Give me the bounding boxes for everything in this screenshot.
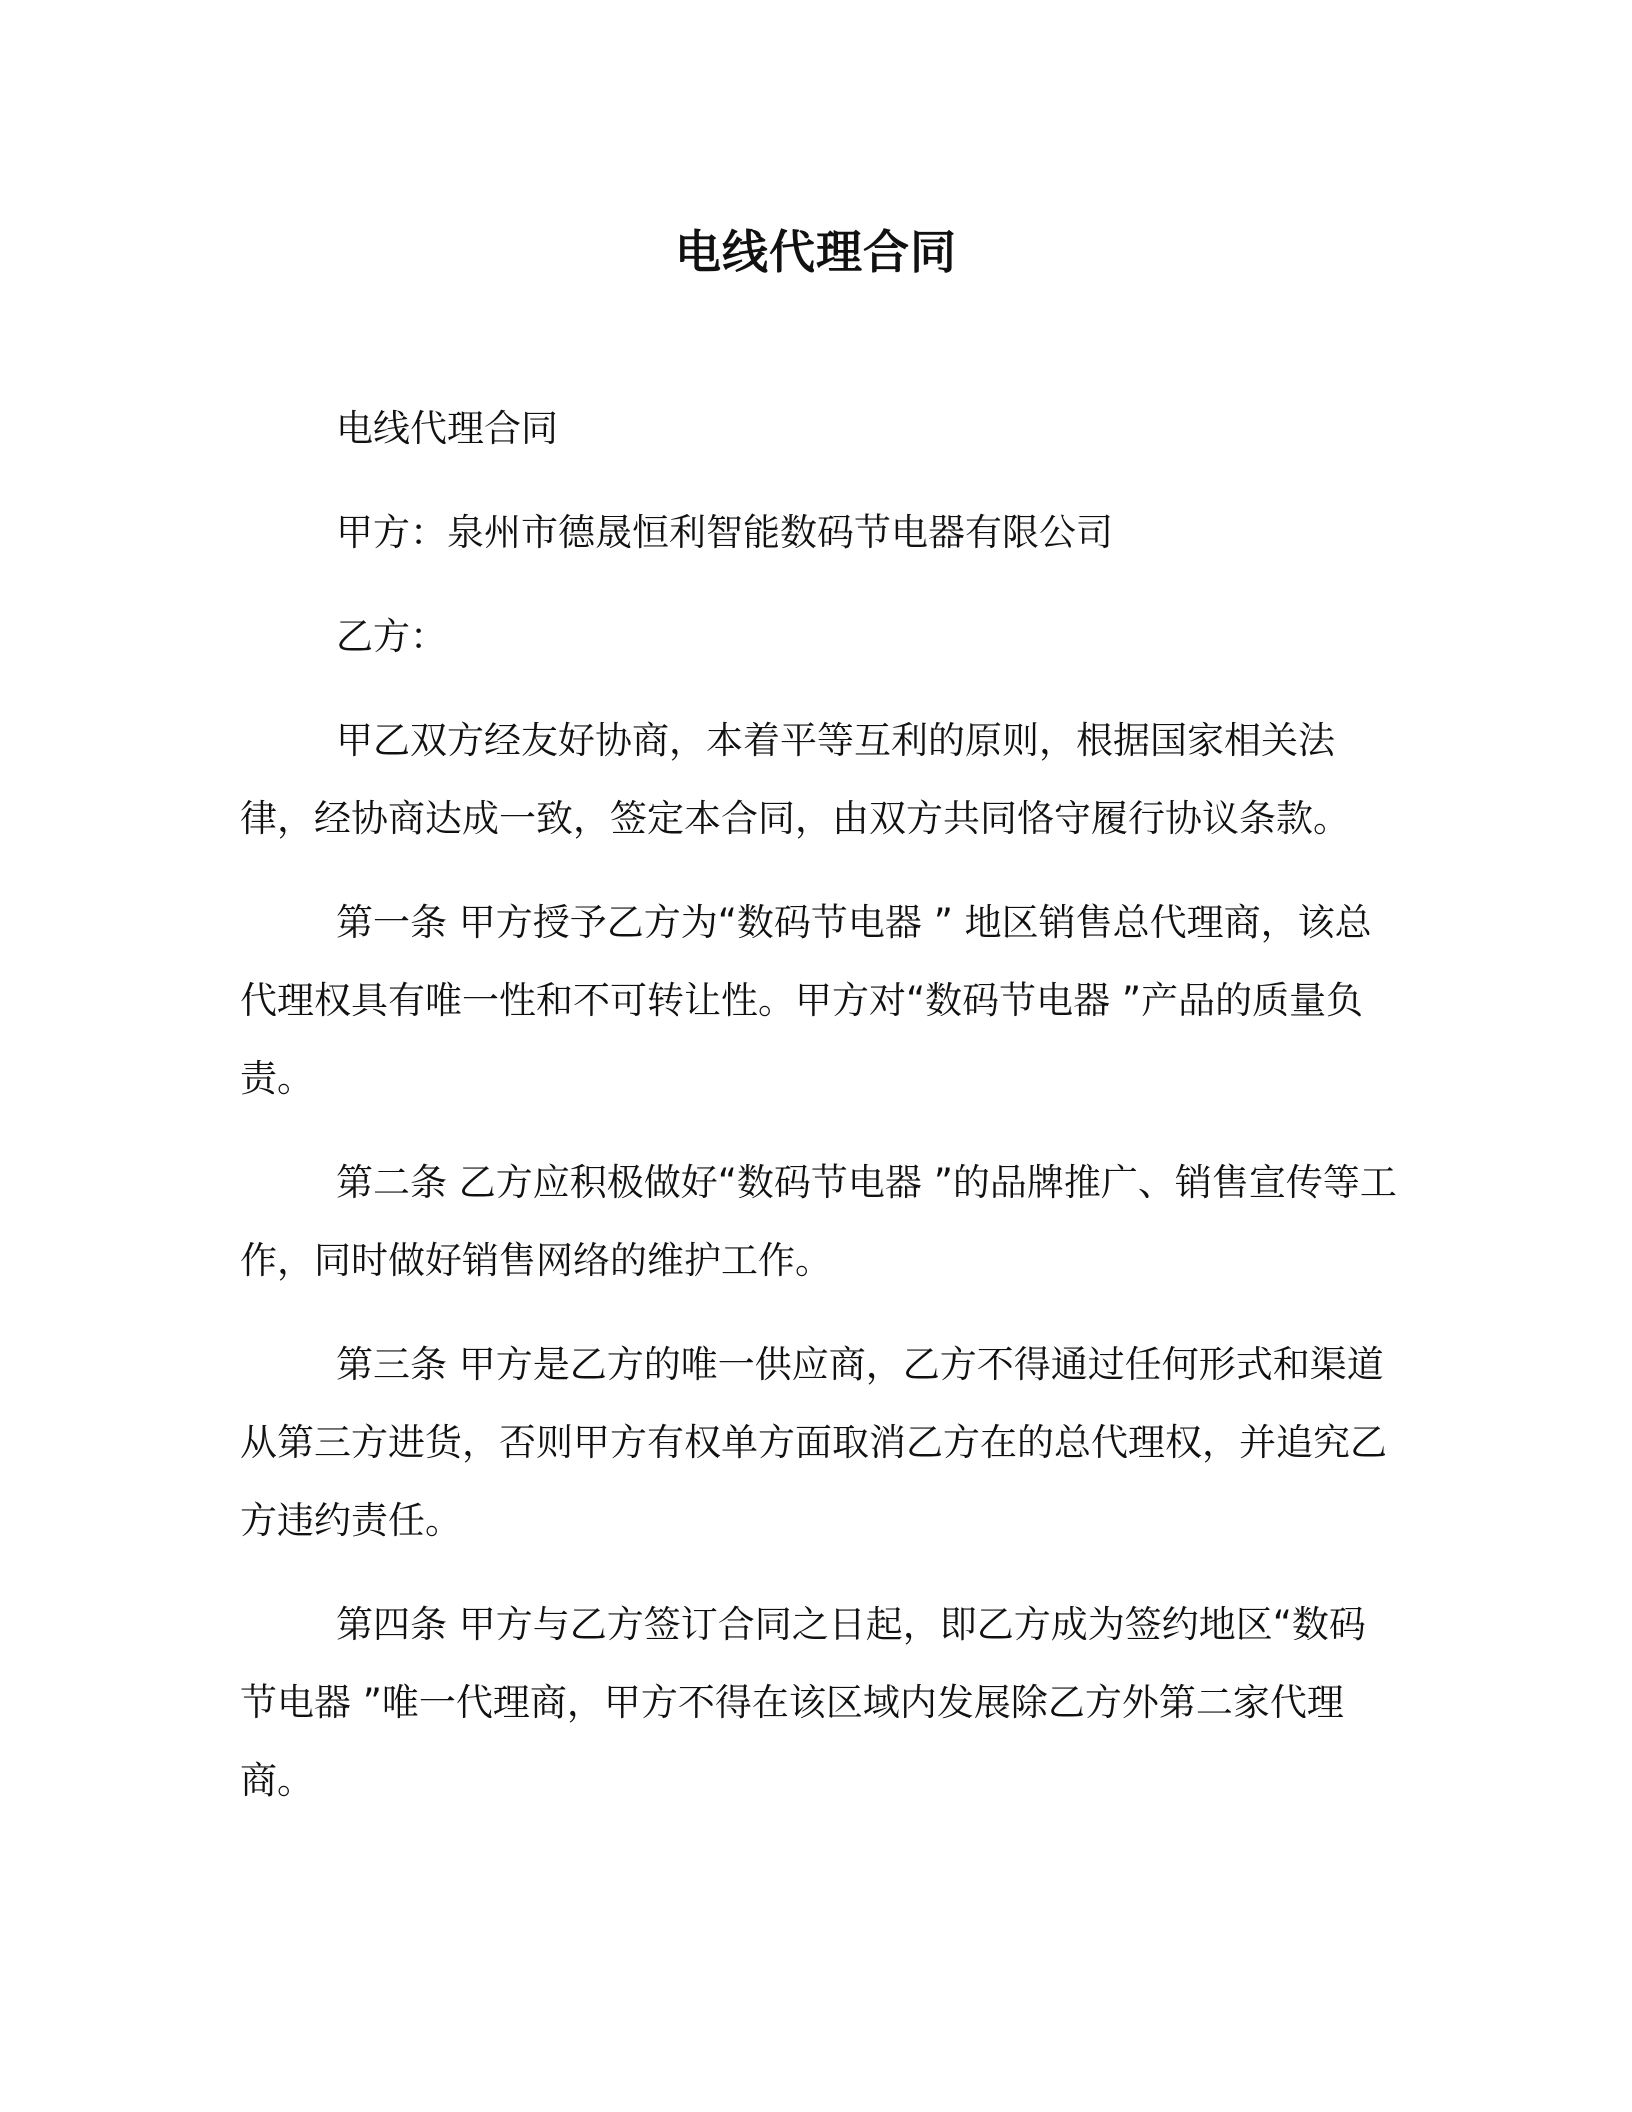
article-1: 第一条 甲方授予乙方为“数码节电器 ” 地区销售总代理商，该总代理权具有唯一性和不可转让性。甲方对“数码节电器 ”产品的质量负责。: [240, 901, 1372, 1100]
article-2: 第二条 乙方应积极做好“数码节电器 ”的品牌推广、销售宣传等工作，同时做好销售网络的维护工作。: [240, 1161, 1397, 1282]
contract-heading: 电线代理合同: [336, 407, 558, 450]
document-title: 电线代理合同: [675, 225, 957, 279]
party-a-line: 甲方：泉州市德晟恒利智能数码节电器有限公司: [336, 511, 1113, 554]
article-3: 第三条 甲方是乙方的唯一供应商，乙方不得通过任何形式和渠道从第三方进货，否则甲方有权单方面取消乙方在的总代理权，并追究乙方违约责任。: [240, 1343, 1387, 1542]
document-body: [240, 390, 1400, 1846]
party-b-line: 乙方：: [336, 615, 447, 658]
article-4: 第四条 甲方与乙方签订合同之日起，即乙方成为签约地区“数码节电器 ”唯一代理商，甲方不得在该区域内发展除乙方外第二家代理商。: [240, 1603, 1366, 1802]
preamble-paragraph: 甲乙双方经友好协商，本着平等互利的原则，根据国家相关法律，经协商达成一致，签定本合同，由双方共同恪守履行协议条款。: [240, 719, 1350, 840]
